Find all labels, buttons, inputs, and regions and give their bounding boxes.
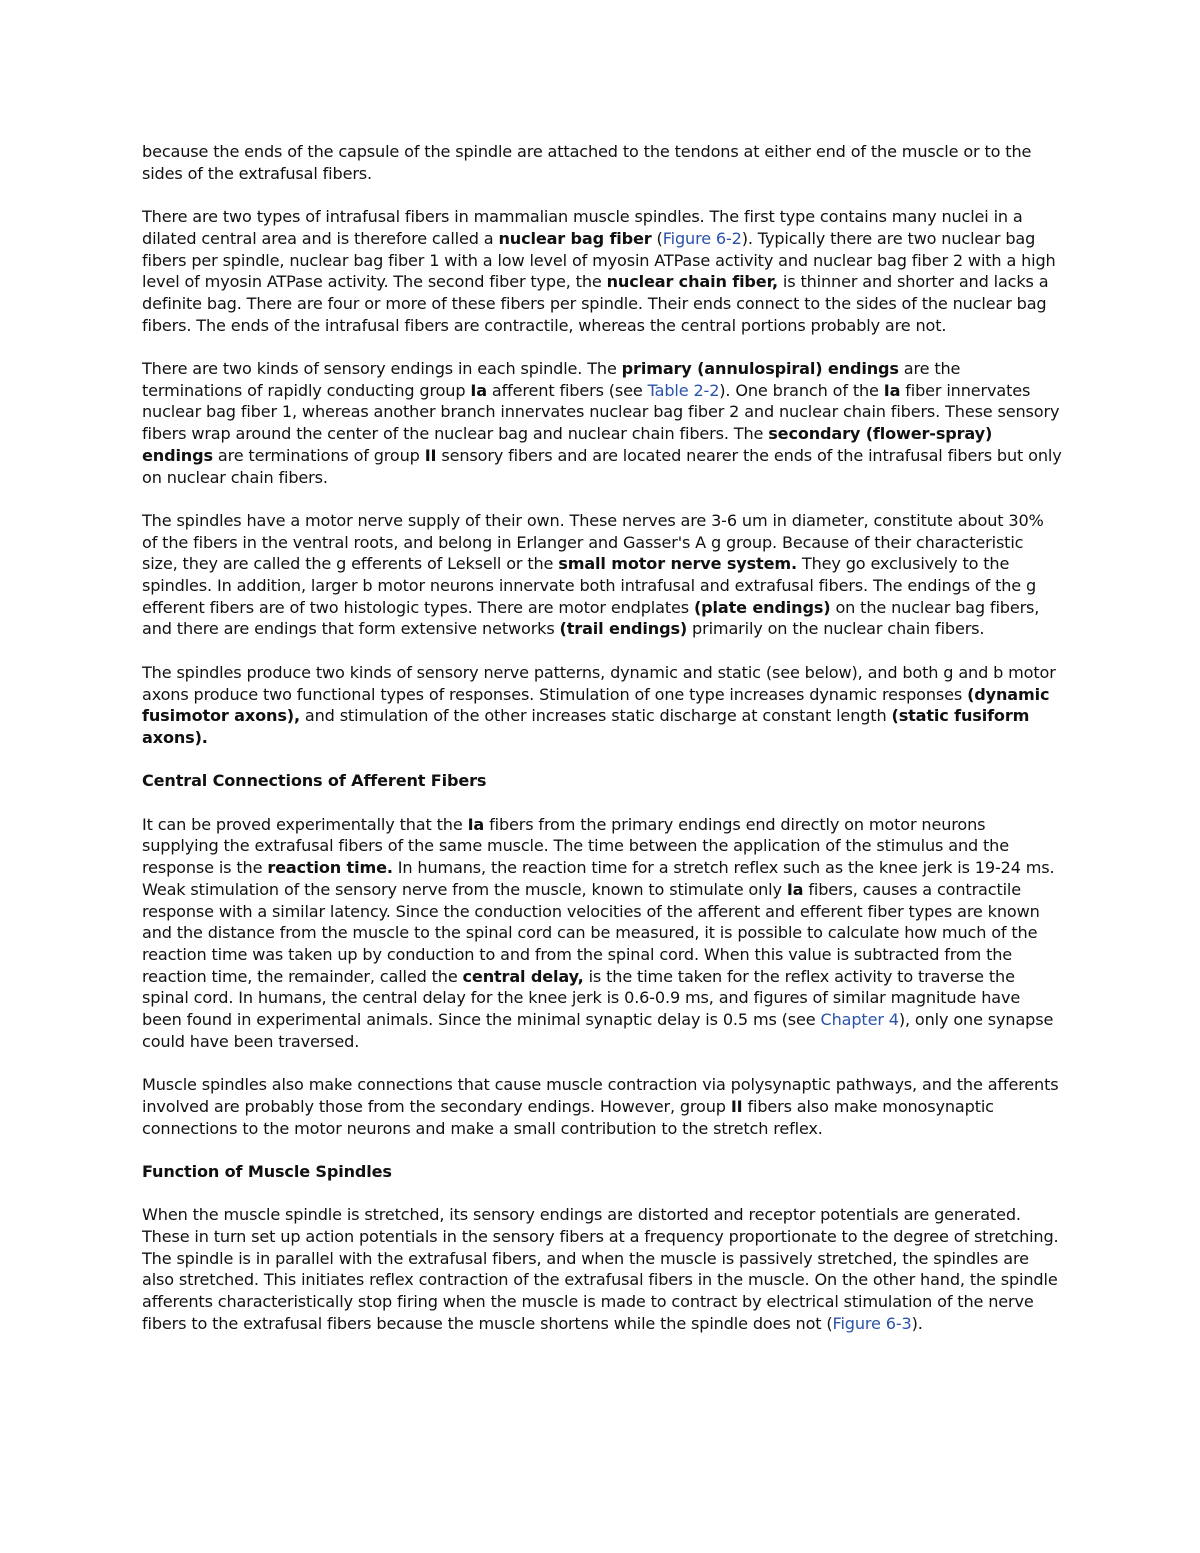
text-run: on the nuclear bag fibers, and there are endings that form extensive networks: [142, 597, 1040, 639]
text-run: is the time taken for the reflex activity to traverse the spinal cord. In humans, the central delay for the knee jerk is 0.6-0.9 ms, and figures of similar magnitude have been found in experimental animals. Since the minimal synaptic delay is 0.5 ms (see: [142, 966, 1021, 1030]
text-run: fibers also make monosynaptic connections to the motor neurons and make a small contribution to the stretch reflex.: [142, 1096, 994, 1138]
text-run: are terminations of group: [212, 445, 425, 465]
bold-term: II: [730, 1096, 743, 1116]
bold-term: (trail endings): [559, 619, 688, 639]
paragraph-polysynaptic-pathways: [142, 1074, 1062, 1139]
text-run: Muscle spindles also make connections that cause muscle contraction via polysynaptic pathways, and the afferents involved are probably those from the secondary endings. However, group: [142, 1075, 1059, 1116]
text-run: When the muscle spindle is stretched, its sensory endings are distorted and receptor potentials are generated. These in turn set up action potentials in the sensory fibers at a frequency proportionate to the degree of stretching. The spindle is in parallel with the extrafusal fibers, and when the muscle is passively stretched, the spindles are also stretched. This initiates reflex contraction of the extrafusal fibers in the muscle. On the other hand, the spindle afferents characteristically stop firing when the muscle is made to contract by electrical stimulation of the nerve fibers to the extrafusal fibers because the muscle shortens while the spindle does not (: [142, 1205, 1059, 1333]
text-run: There are two types of intrafusal fibers in mammalian muscle spindles. The first type contains many nuclei in a dilated central area and is therefore called a: [142, 207, 1023, 248]
figure-6-2-link[interactable]: Figure 6-2: [662, 228, 742, 248]
bold-term: nuclear chain fiber,: [606, 272, 778, 292]
bold-term: Ia: [786, 879, 804, 899]
text-run: ). One branch of the: [719, 380, 884, 400]
text-run: primarily on the nuclear chain fibers.: [687, 619, 985, 639]
text-run: ). Typically there are two nuclear bag fibers per spindle, nuclear bag fiber 1 with a low level of myosin ATPase activity and nuclear bag fiber 2 with a high level of myosin ATPase activity. The second fiber type, the: [142, 228, 1056, 292]
paragraph-intrafusal-fiber-types: [142, 206, 1062, 336]
bold-term: II: [424, 445, 437, 465]
text-run: because the ends of the capsule of the spindle are attached to the tendons at either end of the muscle or to the sides of the extrafusal fibers.: [142, 142, 1032, 183]
paragraph-sensory-endings: [142, 358, 1062, 488]
text-run: They go exclusively to the spindles. In addition, larger b motor neurons innervate both intrafusal and extrafusal fibers. The endings of the g efferent fibers are of two histologic types. There are motor endplates: [142, 554, 1037, 617]
text-run: fibers, causes a contractile response with a similar latency. Since the conduction velocities of the afferent and efferent fiber types are known and the distance from the muscle to the spinal cord can be measured, it is possible to calculate how much of the reaction time was taken up by conduction to and from the spinal cord. When this value is subtracted from the reaction time, the remainder, called the: [142, 879, 1040, 986]
bold-term: (static fusiform axons).: [142, 706, 1030, 747]
section-heading-function-of-spindles: Function of Muscle Spindles: [142, 1161, 392, 1181]
text-run: ), only one synapse could have been traversed.: [142, 1010, 1054, 1051]
text-run: There are two kinds of sensory endings in each spindle. The: [142, 359, 622, 378]
text-run: are the terminations of rapidly conducting group: [142, 359, 961, 400]
text-run: In humans, the reaction time for a stretch reflex such as the knee jerk is 19-24 ms. Weak stimulation of the sensory nerve from the muscle, known to stimulate only: [142, 858, 1055, 899]
text-run: is thinner and shorter and lacks a definite bag. There are four or more of these fibers per spindle. Their ends connect to the sides of the nuclear bag fibers. The ends of the intrafusal fibers are contractile, whereas the central portions probably are not.: [142, 272, 1049, 335]
bold-term: Ia: [883, 380, 901, 400]
text-run: sensory fibers and are located nearer the ends of the intrafusal fibers but only on nuclear chain fibers.: [142, 445, 1062, 487]
text-run: The spindles have a motor nerve supply of their own. These nerves are 3-6 um in diameter, constitute about 30% of the fibers in the ventral roots, and belong in Erlanger and Gasser's A g group. Because of their characteristic size, they are called the g efferents of Leksell or the: [142, 510, 1044, 574]
chapter-4-link[interactable]: Chapter 4: [820, 1010, 899, 1030]
bold-term: small motor nerve system.: [558, 554, 797, 574]
text-run: (: [651, 228, 663, 248]
table-2-2-link[interactable]: Table 2-2: [647, 380, 720, 400]
figure-6-3-link[interactable]: Figure 6-3: [832, 1313, 912, 1333]
paragraph-sensory-patterns: [142, 662, 1062, 749]
paragraph-spindle-stretch: [142, 1204, 1062, 1334]
bold-term: (dynamic fusimotor axons),: [142, 684, 1050, 726]
bold-term: Ia: [470, 380, 487, 400]
bold-term: reaction time.: [267, 858, 393, 878]
paragraph-capsule-attachment: [142, 141, 1062, 184]
bold-term: nuclear bag fiber: [498, 228, 652, 248]
bold-term: central delay,: [462, 966, 584, 986]
paragraph-reaction-time: [142, 814, 1062, 1053]
text-run: and stimulation of the other increases static discharge at constant length: [299, 706, 892, 726]
document-page: [142, 141, 1062, 1356]
text-run: fiber innervates nuclear bag fiber 1, whereas another branch innervates nuclear bag fiber 2 and nuclear chain fibers. These sensory fibers wrap around the center of the nuclear bag and nuclear chain fibers. The: [142, 380, 1060, 444]
bold-term: (plate endings): [693, 597, 831, 617]
bold-term: Ia: [467, 814, 485, 834]
text-run: ).: [911, 1313, 923, 1333]
section-heading-central-connections: Central Connections of Afferent Fibers: [142, 771, 487, 791]
text-run: afferent fibers (see: [486, 380, 648, 400]
text-run: fibers from the primary endings end directly on motor neurons supplying the extrafusal fibers of the same muscle. The time between the application of the stimulus and the response is the: [142, 814, 1009, 878]
paragraph-motor-nerve-supply: [142, 510, 1062, 640]
bold-term: primary (annulospiral) endings: [621, 359, 899, 378]
text-run: It can be proved experimentally that the: [142, 814, 468, 834]
bold-term: secondary (flower-spray) endings: [142, 424, 993, 465]
text-run: The spindles produce two kinds of sensory nerve patterns, dynamic and static (see below), and both g and b motor axons produce two functional types of responses. Stimulation of one type increases dynamic responses: [142, 662, 1056, 704]
